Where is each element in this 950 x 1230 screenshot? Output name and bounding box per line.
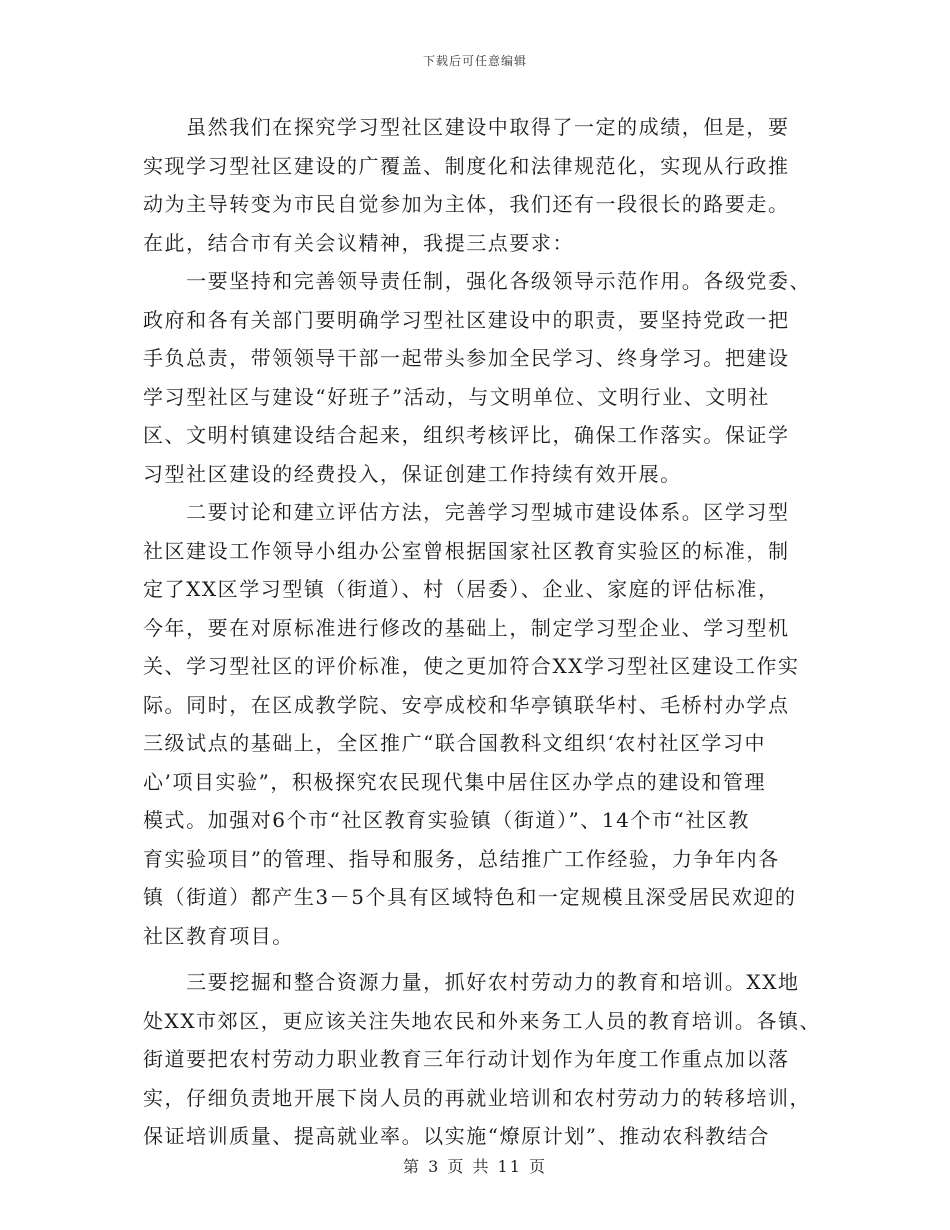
text-line: 际。同时，在区成教学院、安亭成校和华亭镇联华村、毛桥村办学点 [143, 692, 790, 717]
text-line: 在此，结合市有关会议精神，我提三点要求： [143, 230, 574, 255]
text-line: 三级试点的基础上，全区推广“联合国教科文组织‘农村社区学习中 [143, 731, 767, 755]
text-line: 街道要把农村劳动力职业教育三年行动计划作为年度工作重点加以落 [143, 1047, 790, 1071]
text-line: 心’项目实验”，积极探究农民现代集中居住区办学点的建设和管理 [143, 769, 767, 794]
text-line: 虽然我们在探究学习型社区建设中取得了一定的成绩，但是，要 [143, 115, 790, 139]
text-line: 育实验项目”的管理、指导和服务，总结推广工作经验，力争年内各 [143, 846, 780, 871]
text-line: 社区建设工作领导小组办公室曾根据国家社区教育实验区的标准，制 [143, 538, 790, 563]
text-line: 政府和各有关部门要明确学习型社区建设中的职责，要坚持党政一把 [143, 307, 790, 332]
text-line: 实，仔细负责地开展下岗人员的再就业培训和农村劳动力的转移培训， [143, 1085, 812, 1110]
text-line: 学习型社区与建设“好班子”活动，与文明单位、文明行业、文明社 [143, 384, 770, 409]
text-line: 社区教育项目。 [143, 923, 294, 948]
text-line: 区、文明村镇建设结合起来，组织考核评比，确保工作落实。保证学 [143, 423, 790, 447]
text-line: 习型社区建设的经费投入，保证创建工作持续有效开展。 [143, 461, 682, 486]
text-line: 三要挖掘和整合资源力量，抓好农村劳动力的教育和培训。XX地 [143, 970, 800, 994]
text-line: 模式。加强对6个市“社区教育实验镇（街道）”、14个市“社区教 [143, 808, 750, 832]
text-line: 保证培训质量、提高就业率。以实施“燎原计划”、推动农科教结合 [143, 1124, 770, 1148]
text-line: 关、学习型社区的评价标准，使之更加符合XX学习型社区建设工作实 [143, 654, 800, 678]
paragraph-3 [143, 493, 811, 955]
text-line: 定了XX区学习型镇（街道）、村（居委）、企业、家庭的评估标准， [143, 577, 780, 601]
text-line: 动为主导转变为市民自觉参加为主体，我们还有一段很长的路要走。 [143, 192, 790, 216]
page-header: 下载后可任意编辑 [422, 54, 527, 68]
page-number-footer: 第 3 页 共 11 页 [403, 1157, 547, 1176]
text-line: 二要讨论和建立评估方法，完善学习型城市建设体系。区学习型 [143, 500, 790, 524]
text-line: 实现学习型社区建设的广覆盖、制度化和法律规范化，实现从行政推 [143, 153, 790, 178]
paragraph-2 [143, 262, 811, 493]
text-line: 一要坚持和完善领导责任制，强化各级领导示范作用。各级党委、 [143, 269, 812, 293]
text-line: 手负总责，带领领导干部一起带头参加全民学习、终身学习。把建设 [143, 346, 790, 370]
paragraph-spacer [143, 955, 811, 963]
paragraph-4 [143, 963, 822, 1156]
paragraph-1 [143, 108, 811, 262]
text-line: 处XX市郊区，更应该关注失地农民和外来务工人员的教育培训。各镇、 [143, 1008, 822, 1033]
text-line: 今年，要在对原标准进行修改的基础上，制定学习型企业、学习型机 [143, 615, 790, 640]
text-line: 镇（街道）都产生3－5个具有区域特色和一定规模且深受居民欢迎的 [143, 885, 797, 909]
document-body [143, 108, 822, 1156]
